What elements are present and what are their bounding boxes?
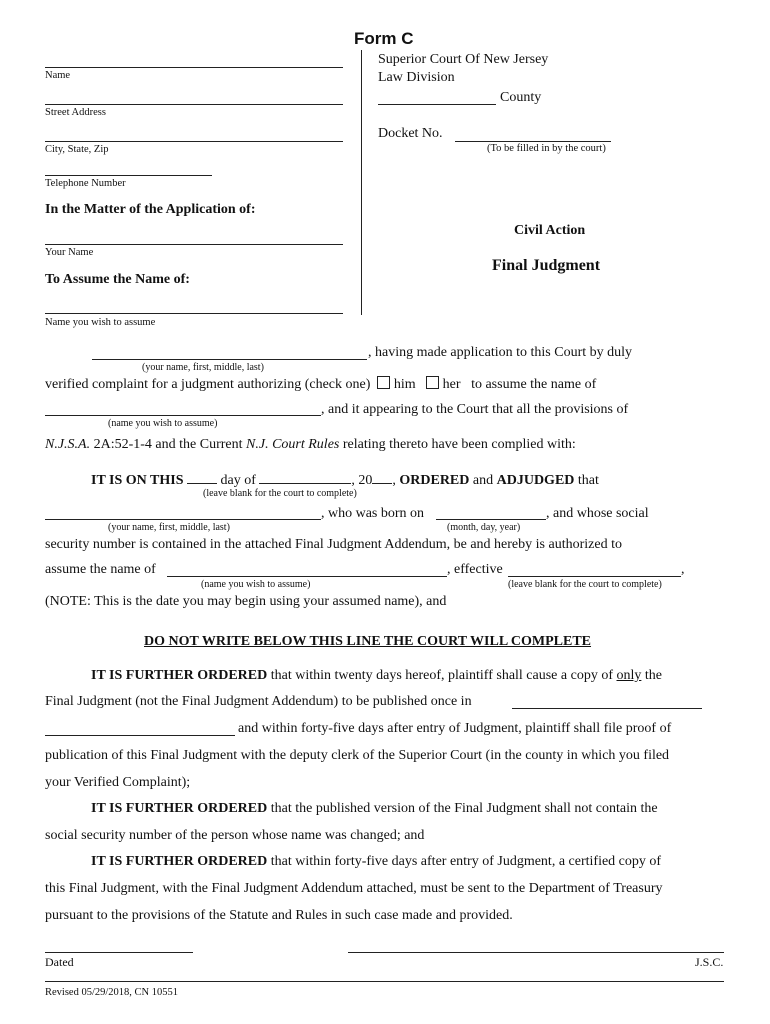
cap-date: (month, day, year) <box>447 522 521 533</box>
order3-b: this Final Judgment, with the Final Judgment Addendum attached, must be sent to the Department of Treasury <box>45 881 663 896</box>
order3-c: pursuant to the provisions of the Statute and Rules in such case made and provided. <box>45 908 513 923</box>
month-field[interactable] <box>259 470 351 484</box>
revised-label: Revised 05/29/2018, CN 10551 <box>45 987 178 998</box>
new-name-line[interactable] <box>45 415 321 416</box>
judge-signature-line[interactable] <box>348 952 724 953</box>
order1-b: Final Judgment (not the Final Judgment Addendum) to be published once in <box>45 694 472 709</box>
vertical-divider <box>361 50 362 315</box>
court-line1: Superior Court Of New Jersey <box>378 52 549 67</box>
birth-date-line[interactable] <box>436 519 546 520</box>
p1-line3: , and it appearing to the Court that all the provisions of <box>321 402 629 417</box>
county-label: County <box>500 90 542 105</box>
city-line[interactable] <box>45 141 343 142</box>
year-text: , 20 <box>351 473 373 488</box>
order1-a <box>91 668 662 684</box>
name-label: Name <box>45 70 71 81</box>
p1-line4 <box>45 437 576 453</box>
court-section-heading: DO NOT WRITE BELOW THIS LINE THE COURT WILL COMPLETE <box>144 634 592 649</box>
p1-line1: , having made application to this Court by duly <box>368 345 633 360</box>
cap-leave-blank2: (leave blank for the court to complete) <box>508 579 662 590</box>
cap-your-name: (your name, first, middle, last) <box>142 362 264 373</box>
cap-name: (your name, first, middle, last) <box>108 522 230 533</box>
whose-social: , and whose social <box>546 506 649 521</box>
your-name-line[interactable] <box>45 244 343 245</box>
newspaper-line-2[interactable] <box>45 735 235 736</box>
year-field[interactable] <box>372 470 392 484</box>
further-2: IT IS FURTHER ORDERED <box>91 801 268 816</box>
only-text: only <box>616 668 642 683</box>
note-line: (NOTE: This is the date you may begin using your assumed name), and <box>45 594 447 609</box>
born-on: , who was born on <box>321 506 425 521</box>
dated-label: Dated <box>45 955 74 969</box>
order2-a-text: that the published version of the Final Judgment shall not contain the <box>270 801 658 816</box>
that-text: that <box>577 473 599 488</box>
newspaper-line[interactable] <box>512 708 702 709</box>
form-title: Form C <box>354 29 414 48</box>
effective-date-line[interactable] <box>508 576 681 577</box>
him-label: him <box>393 377 416 392</box>
city-label: City, State, Zip <box>45 144 109 155</box>
p1-line2-text: verified complaint for a judgment authorizing (check one) <box>45 377 371 392</box>
your-name-label: Your Name <box>45 247 94 258</box>
assume-field-line[interactable] <box>167 576 447 577</box>
assume-name-label: Name you wish to assume <box>45 317 156 328</box>
p1-line2 <box>45 376 596 393</box>
footer-rule <box>45 981 724 982</box>
cap-leave-blank: (leave blank for the court to complete) <box>203 488 357 499</box>
it-is-on-this: IT IS ON THIS <box>91 473 184 488</box>
assume-heading: To Assume the Name of: <box>45 272 190 287</box>
street-label: Street Address <box>45 107 106 118</box>
order1-c: and within forty-five days after entry of Judgment, plaintiff shall file proof of <box>238 721 672 736</box>
phone-label: Telephone Number <box>45 178 126 189</box>
phone-line[interactable] <box>45 175 212 176</box>
dated-line[interactable] <box>45 952 193 953</box>
civil-action: Civil Action <box>514 223 586 238</box>
county-line[interactable] <box>378 104 496 105</box>
day-of: day of <box>220 473 256 488</box>
day-field[interactable] <box>187 470 217 484</box>
her-label: her <box>442 377 461 392</box>
effective: , effective <box>447 562 503 577</box>
order1-d: publication of this Final Judgment with the deputy clerk of the Superior Court (in the county in which you filed <box>45 748 670 763</box>
court-line2: Law Division <box>378 70 455 85</box>
comma: , <box>681 562 685 577</box>
name-field-line[interactable] <box>45 519 321 520</box>
order3-a-text: that within forty-five days after entry of Judgment, a certified copy of <box>270 854 662 869</box>
assume-name-of: assume the name of <box>45 562 156 577</box>
further-1: IT IS FURTHER ORDERED <box>91 668 268 683</box>
further-3: IT IS FURTHER ORDERED <box>91 854 268 869</box>
p1-line4a: 2A:52-1-4 and the Current <box>93 437 243 452</box>
jsc-label: J.S.C. <box>695 955 724 969</box>
ordered: ORDERED <box>399 473 470 488</box>
order1-a-text: that within twenty days hereof, plaintiff shall cause a copy of <box>270 668 613 683</box>
cap-assume2: (name you wish to assume) <box>201 579 311 590</box>
order3-a <box>91 854 661 870</box>
street-line[interactable] <box>45 104 343 105</box>
assume-text: to assume the name of <box>471 377 597 392</box>
and-text: and <box>472 473 494 488</box>
final-judgment: Final Judgment <box>492 257 601 274</box>
the-text: the <box>644 668 662 683</box>
court-rules: N.J. Court Rules <box>246 437 340 452</box>
njsa: N.J.S.A. <box>45 437 91 452</box>
applicant-name-line[interactable] <box>92 359 367 360</box>
p1-line4b: relating thereto have been complied with: <box>342 437 576 452</box>
adjudged: ADJUDGED <box>496 473 575 488</box>
order1-e: your Verified Complaint); <box>45 775 191 790</box>
docket-label: Docket No. <box>378 126 443 141</box>
name-line[interactable] <box>45 67 343 68</box>
him-checkbox[interactable] <box>377 376 390 389</box>
docket-line[interactable] <box>455 141 611 142</box>
assume-name-line[interactable] <box>45 313 343 314</box>
docket-note: (To be filled in by the court) <box>487 143 606 154</box>
order2-b: social security number of the person whose name was changed; and <box>45 828 425 843</box>
order-line: IT IS ON THIS day of , 20 , ORDERED and ADJUDGED that <box>91 470 599 489</box>
matter-heading: In the Matter of the Application of: <box>45 202 256 217</box>
cap-assume: (name you wish to assume) <box>108 418 218 429</box>
her-checkbox[interactable] <box>426 376 439 389</box>
order2-a <box>91 801 658 817</box>
ssn-line: security number is contained in the attached Final Judgment Addendum, be and hereby is authorized to <box>45 537 622 552</box>
